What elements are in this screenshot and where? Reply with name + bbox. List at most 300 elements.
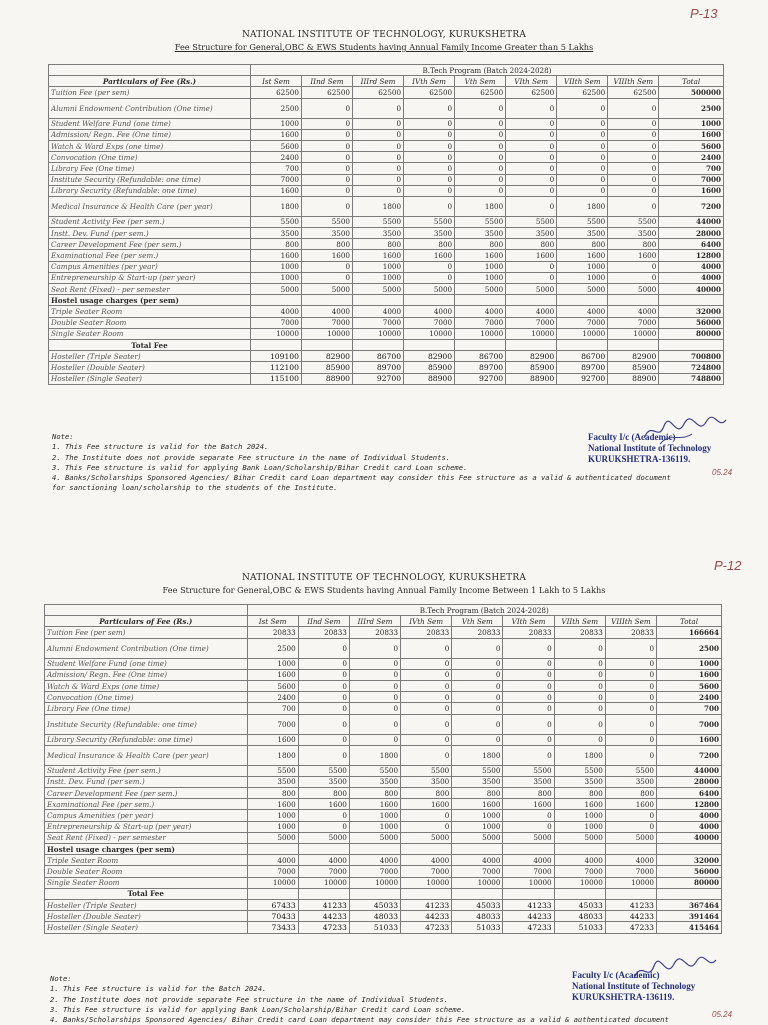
fee-amount: 800 (349, 788, 400, 799)
fee-amount: 0 (554, 638, 605, 658)
fee-amount: 0 (401, 669, 452, 680)
fee-amount: 0 (605, 703, 656, 714)
empty-cell (298, 888, 349, 899)
fee-amount: 0 (608, 174, 659, 185)
fee-total: 56000 (659, 317, 724, 328)
fee-row (45, 922, 722, 933)
fee-total: 7200 (659, 196, 724, 216)
fee-amount: 0 (608, 185, 659, 196)
fee-row (45, 799, 722, 810)
fee-amount: 10000 (452, 877, 503, 888)
fee-amount: 7000 (455, 317, 506, 328)
section-row (49, 339, 724, 350)
stamp-line: KURUKSHETRA-136119. (572, 992, 675, 1002)
fee-amount: 67433 (247, 899, 298, 910)
fee-particular: Entrepreneurship & Start-up (per year) (49, 272, 251, 283)
fee-amount: 45033 (452, 899, 503, 910)
semester-header: VIIIth Sem (608, 76, 659, 87)
fee-amount: 0 (605, 658, 656, 669)
fee-amount: 1000 (554, 821, 605, 832)
fee-total: 80000 (659, 328, 724, 339)
fee-amount: 0 (455, 185, 506, 196)
fee-amount: 10000 (250, 328, 301, 339)
fee-amount: 0 (455, 163, 506, 174)
fee-row (49, 163, 724, 174)
fee-amount: 85900 (608, 362, 659, 373)
fee-amount: 5000 (301, 284, 352, 295)
fee-amount: 0 (506, 118, 557, 129)
fee-amount: 41233 (503, 899, 554, 910)
fee-amount: 62500 (301, 87, 352, 98)
fee-amount: 3500 (557, 228, 608, 239)
fee-amount: 0 (404, 272, 455, 283)
fee-amount: 1000 (353, 261, 404, 272)
fee-amount: 20833 (298, 627, 349, 638)
fee-amount: 0 (506, 152, 557, 163)
fee-amount: 3500 (247, 776, 298, 787)
fee-amount: 5500 (554, 765, 605, 776)
fee-amount: 0 (506, 129, 557, 140)
fee-amount: 4000 (298, 855, 349, 866)
fee-amount: 0 (301, 98, 352, 118)
fee-amount: 0 (608, 196, 659, 216)
fee-amount: 5600 (250, 140, 301, 151)
empty-cell (247, 888, 298, 899)
fee-particular: Library Security (Refundable: one time) (49, 185, 251, 196)
fee-amount: 89700 (455, 362, 506, 373)
fee-amount: 7000 (250, 317, 301, 328)
fee-amount: 1600 (401, 799, 452, 810)
fee-amount: 0 (353, 152, 404, 163)
fee-row (45, 627, 722, 638)
empty-cell (659, 295, 724, 306)
fee-amount: 92700 (353, 373, 404, 384)
fee-row (45, 680, 722, 691)
fee-amount: 0 (298, 821, 349, 832)
fee-total: 80000 (657, 877, 722, 888)
fee-total: 2400 (657, 692, 722, 703)
fee-amount: 0 (503, 658, 554, 669)
fee-amount: 1600 (452, 799, 503, 810)
semester-header: Ist Sem (247, 616, 298, 627)
fee-amount: 0 (506, 163, 557, 174)
fee-row (45, 638, 722, 658)
fee-amount: 0 (506, 140, 557, 151)
fee-amount: 0 (608, 163, 659, 174)
total-fee-heading: Total Fee (49, 339, 251, 350)
fee-amount: 88900 (506, 373, 557, 384)
fee-amount: 0 (404, 261, 455, 272)
fee-amount: 0 (455, 174, 506, 185)
fee-amount: 0 (404, 98, 455, 118)
header-row (45, 605, 722, 616)
fee-amount: 1600 (250, 129, 301, 140)
fee-amount: 0 (404, 152, 455, 163)
empty-cell (298, 844, 349, 855)
fee-amount: 47233 (401, 922, 452, 933)
fee-amount: 0 (554, 703, 605, 714)
fee-row (45, 899, 722, 910)
empty-cell (401, 888, 452, 899)
fee-amount: 800 (506, 239, 557, 250)
fee-amount: 0 (353, 163, 404, 174)
fee-amount: 0 (557, 163, 608, 174)
fee-total: 7000 (657, 714, 722, 734)
semester-header: Ist Sem (250, 76, 301, 87)
fee-row (49, 351, 724, 362)
fee-particular: Campus Amenities (per year) (45, 810, 248, 821)
fee-amount: 0 (503, 680, 554, 691)
header-row (49, 76, 724, 87)
fee-amount: 0 (605, 669, 656, 680)
fee-total: 32000 (657, 855, 722, 866)
fee-amount: 89700 (557, 362, 608, 373)
fee-amount: 5500 (401, 765, 452, 776)
fee-amount: 86700 (353, 351, 404, 362)
fee-particular: Convocation (One time) (45, 692, 248, 703)
note-line: 3. This Fee structure is valid for applying Bank Loan/Scholarship/Bihar Credit card Loan scheme. (52, 462, 468, 472)
fee-total: 12800 (657, 799, 722, 810)
fee-amount: 10000 (608, 328, 659, 339)
fee-row (49, 140, 724, 151)
fee-amount: 62500 (455, 87, 506, 98)
fee-amount: 0 (349, 680, 400, 691)
fee-amount: 85900 (404, 362, 455, 373)
fee-amount: 44233 (605, 911, 656, 922)
fee-row (45, 745, 722, 765)
fee-amount: 109100 (250, 351, 301, 362)
fee-amount: 0 (301, 174, 352, 185)
fee-amount: 0 (401, 810, 452, 821)
fee-amount: 0 (298, 669, 349, 680)
empty-cell (506, 339, 557, 350)
fee-amount: 4000 (401, 855, 452, 866)
empty-cell (503, 888, 554, 899)
fee-amount: 20833 (247, 627, 298, 638)
fee-total: 44000 (659, 216, 724, 227)
semester-header: VIIth Sem (557, 76, 608, 87)
fee-amount: 47233 (605, 922, 656, 933)
institute-heading: NATIONAL INSTITUTE OF TECHNOLOGY, KURUKSHETRA (241, 573, 527, 583)
empty-cell (353, 295, 404, 306)
fee-particular: Seat Rent (Fixed) - per semester (45, 832, 248, 843)
fee-total: 28000 (657, 776, 722, 787)
semester-header: VIth Sem (506, 76, 557, 87)
notes-title: Note: (50, 974, 72, 983)
fee-amount: 1000 (247, 810, 298, 821)
fee-row (49, 239, 724, 250)
fee-amount: 5500 (301, 216, 352, 227)
fee-amount: 20833 (452, 627, 503, 638)
fee-amount: 0 (608, 152, 659, 163)
fee-amount: 0 (353, 129, 404, 140)
fee-amount: 0 (605, 734, 656, 745)
fee-amount: 5000 (605, 832, 656, 843)
fee-total: 2500 (657, 638, 722, 658)
fee-amount: 7000 (557, 317, 608, 328)
fee-amount: 1600 (506, 250, 557, 261)
fee-table (48, 64, 724, 385)
fee-amount: 1600 (455, 250, 506, 261)
fee-amount: 3500 (349, 776, 400, 787)
note-line: 4. Banks/Scholarships Sponsored Agencies/ Bihar Credit card Loan department may consider this Fee structure as a valid & authenticated document (52, 473, 671, 483)
fee-amount: 0 (503, 810, 554, 821)
fee-amount: 800 (250, 239, 301, 250)
fee-amount: 82900 (608, 351, 659, 362)
fee-amount: 0 (353, 118, 404, 129)
fee-particular: Hosteller (Triple Seater) (45, 899, 248, 910)
fee-amount: 5000 (247, 832, 298, 843)
fee-amount: 3500 (404, 228, 455, 239)
fee-particular: Alumni Endowment Contribution (One time) (49, 98, 251, 118)
fee-amount: 3500 (301, 228, 352, 239)
fee-amount: 7000 (503, 866, 554, 877)
fee-row (49, 152, 724, 163)
fee-amount: 0 (557, 98, 608, 118)
fee-particular: Medical Insurance & Health Care (per year) (49, 196, 251, 216)
fee-amount: 5000 (404, 284, 455, 295)
fee-particular: Watch & Ward Exps (one time) (45, 680, 248, 691)
fee-amount: 88900 (404, 373, 455, 384)
fee-amount: 1000 (250, 118, 301, 129)
fee-amount: 3500 (554, 776, 605, 787)
empty-cell (557, 339, 608, 350)
fee-amount: 3500 (298, 776, 349, 787)
fee-amount: 4000 (605, 855, 656, 866)
fee-particular: Hosteller (Single Seater) (45, 922, 248, 933)
fee-amount: 4000 (503, 855, 554, 866)
fee-row (49, 306, 724, 317)
fee-amount: 4000 (301, 306, 352, 317)
fee-amount: 7000 (401, 866, 452, 877)
semester-header: IIIrd Sem (353, 76, 404, 87)
signature (630, 952, 720, 988)
fee-total: 6400 (657, 788, 722, 799)
fee-amount: 800 (452, 788, 503, 799)
fee-amount: 1000 (455, 272, 506, 283)
fee-particular: Instt. Dev. Fund (per sem.) (49, 228, 251, 239)
fee-amount: 1600 (247, 799, 298, 810)
header-row (49, 65, 724, 76)
fee-total: 391464 (657, 911, 722, 922)
fee-amount: 0 (298, 703, 349, 714)
fee-total: 1600 (657, 734, 722, 745)
fee-amount: 0 (503, 638, 554, 658)
fee-total: 12800 (659, 250, 724, 261)
fee-total: 700800 (659, 351, 724, 362)
fee-row (49, 261, 724, 272)
fee-amount: 0 (404, 163, 455, 174)
fee-row (49, 373, 724, 384)
fee-amount: 3500 (605, 776, 656, 787)
fee-amount: 0 (554, 714, 605, 734)
fee-amount: 82900 (301, 351, 352, 362)
fee-amount: 62500 (557, 87, 608, 98)
header-blank (45, 605, 248, 616)
fee-amount: 7000 (404, 317, 455, 328)
empty-cell (608, 339, 659, 350)
fee-amount: 45033 (554, 899, 605, 910)
fee-row (49, 272, 724, 283)
fee-row (49, 317, 724, 328)
fee-row (49, 328, 724, 339)
fee-amount: 1600 (605, 799, 656, 810)
fee-amount: 4000 (455, 306, 506, 317)
fee-particular: Institute Security (Refundable: one time) (49, 174, 251, 185)
page-tag: P-12 (714, 558, 742, 573)
fee-row (49, 250, 724, 261)
empty-cell (605, 888, 656, 899)
fee-amount: 0 (506, 185, 557, 196)
fee-amount: 0 (608, 98, 659, 118)
fee-amount: 3500 (452, 776, 503, 787)
fee-amount: 1000 (353, 272, 404, 283)
fee-table (44, 604, 722, 934)
fee-row (49, 216, 724, 227)
fee-row (45, 866, 722, 877)
fee-amount: 70433 (247, 911, 298, 922)
fee-row (49, 228, 724, 239)
fee-total: 748800 (659, 373, 724, 384)
fee-total: 4000 (659, 272, 724, 283)
section-row (45, 844, 722, 855)
fee-amount: 0 (506, 98, 557, 118)
fee-amount: 2400 (247, 692, 298, 703)
fee-total: 700 (657, 703, 722, 714)
fee-amount: 5500 (455, 216, 506, 227)
fee-amount: 47233 (298, 922, 349, 933)
fee-amount: 5500 (298, 765, 349, 776)
fee-row (45, 911, 722, 922)
institute-heading: NATIONAL INSTITUTE OF TECHNOLOGY, KURUKSHETRA (241, 30, 527, 40)
fee-amount: 1600 (247, 669, 298, 680)
fee-particular: Single Seater Room (45, 877, 248, 888)
fee-amount: 800 (301, 239, 352, 250)
fee-row (49, 87, 724, 98)
fee-amount: 0 (298, 734, 349, 745)
fee-amount: 0 (349, 692, 400, 703)
fee-amount: 0 (554, 658, 605, 669)
semester-header: IInd Sem (298, 616, 349, 627)
fee-amount: 1000 (349, 821, 400, 832)
fee-row (45, 788, 722, 799)
fee-amount: 5500 (353, 216, 404, 227)
fee-amount: 1000 (455, 261, 506, 272)
fee-amount: 5000 (401, 832, 452, 843)
fee-amount: 0 (557, 185, 608, 196)
stamp-line: National Institute of Technology (588, 443, 712, 453)
fee-amount: 800 (247, 788, 298, 799)
fee-amount: 5500 (506, 216, 557, 227)
fee-particular: Hosteller (Single Seater) (49, 373, 251, 384)
fee-amount: 2500 (250, 98, 301, 118)
fee-row (45, 658, 722, 669)
fee-amount: 85900 (301, 362, 352, 373)
fee-amount: 1600 (247, 734, 298, 745)
fee-amount: 115100 (250, 373, 301, 384)
fee-amount: 1000 (452, 810, 503, 821)
fee-amount: 0 (349, 714, 400, 734)
fee-amount: 5500 (608, 216, 659, 227)
empty-cell (247, 844, 298, 855)
fee-amount: 44233 (503, 911, 554, 922)
fee-amount: 10000 (506, 328, 557, 339)
fee-amount: 5500 (404, 216, 455, 227)
fee-amount: 1000 (247, 821, 298, 832)
fee-total: 7200 (657, 745, 722, 765)
fee-amount: 0 (301, 118, 352, 129)
fee-total: 1000 (659, 118, 724, 129)
fee-amount: 0 (605, 680, 656, 691)
notes-title: Note: (52, 432, 74, 441)
fee-amount: 62500 (404, 87, 455, 98)
fee-particular: Hosteller (Double Seater) (49, 362, 251, 373)
fee-amount: 3500 (506, 228, 557, 239)
fee-amount: 0 (298, 658, 349, 669)
fee-amount: 0 (298, 680, 349, 691)
fee-amount: 0 (401, 703, 452, 714)
total-fee-heading: Total Fee (45, 888, 248, 899)
fee-amount: 5000 (353, 284, 404, 295)
fee-amount: 4000 (404, 306, 455, 317)
fee-total: 415464 (657, 922, 722, 933)
program-heading: B.Tech Program (Batch 2024-2028) (247, 605, 721, 616)
empty-cell (452, 844, 503, 855)
fee-amount: 0 (298, 810, 349, 821)
fee-amount: 0 (404, 196, 455, 216)
fee-amount: 0 (506, 196, 557, 216)
semester-header: VIth Sem (503, 616, 554, 627)
fee-particular: Triple Seater Room (49, 306, 251, 317)
fee-amount: 0 (605, 810, 656, 821)
hostel-heading: Hostel usage charges (per sem) (45, 844, 248, 855)
fee-amount: 0 (605, 714, 656, 734)
fee-amount: 3500 (455, 228, 506, 239)
fee-row (49, 196, 724, 216)
fee-amount: 0 (503, 821, 554, 832)
stamp-line: National Institute of Technology (572, 981, 696, 991)
fee-row (45, 832, 722, 843)
note-line: 1. This Fee structure is valid for the Batch 2024. (50, 984, 267, 994)
fee-total: 2500 (659, 98, 724, 118)
note-line: 1. This Fee structure is valid for the Batch 2024. (52, 442, 269, 452)
empty-cell (557, 295, 608, 306)
fee-amount: 5500 (557, 216, 608, 227)
header-row (45, 616, 722, 627)
fee-amount: 1600 (349, 799, 400, 810)
fee-amount: 700 (247, 703, 298, 714)
fee-particular: Medical Insurance & Health Care (per year) (45, 745, 248, 765)
fee-amount: 800 (353, 239, 404, 250)
fee-amount: 0 (301, 140, 352, 151)
semester-header: IIIrd Sem (349, 616, 400, 627)
fee-total: 1000 (657, 658, 722, 669)
fee-amount: 51033 (452, 922, 503, 933)
fee-amount: 2500 (247, 638, 298, 658)
fee-amount: 1800 (452, 745, 503, 765)
fee-amount: 7000 (250, 174, 301, 185)
fee-particular: Entrepreneurship & Start-up (per year) (45, 821, 248, 832)
fee-row (45, 669, 722, 680)
fee-amount: 700 (250, 163, 301, 174)
empty-cell (503, 844, 554, 855)
fee-total: 5600 (657, 680, 722, 691)
fee-amount: 5000 (349, 832, 400, 843)
fee-row (45, 810, 722, 821)
fee-amount: 0 (401, 680, 452, 691)
fee-amount: 10000 (554, 877, 605, 888)
fee-amount: 82900 (404, 351, 455, 362)
